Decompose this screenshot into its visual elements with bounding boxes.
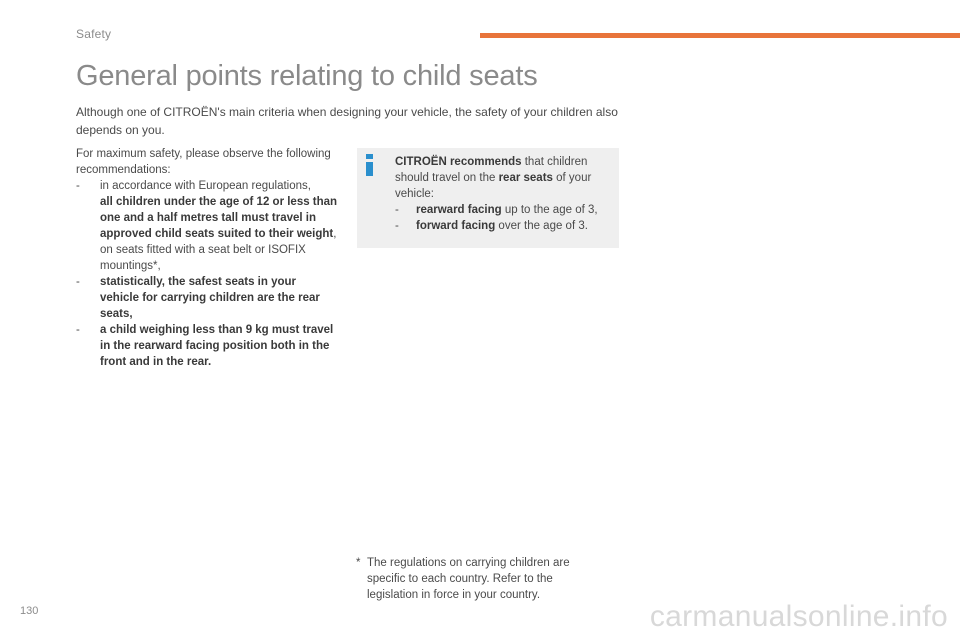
recommendation-item [76, 274, 338, 322]
info-text [395, 154, 617, 234]
list-dash: - [395, 204, 399, 216]
recommendation-bold: statistically, the safest seats in your vehicle for carrying children are the rear seats, [100, 276, 320, 320]
list-dash: - [76, 276, 80, 288]
footnote [356, 555, 606, 603]
info-icon [365, 154, 375, 176]
list-dash: - [76, 324, 80, 336]
page-number: 130 [20, 605, 39, 617]
recommendation-item [76, 178, 338, 274]
recommendation-bold: all children under the age of 12 or less than one and a half metres tall must travel in approved child seats suited to their weight [100, 196, 338, 240]
info-list-item: - rearward facing up to the age of 3, [395, 204, 598, 216]
watermark: carmanualsonline.info [649, 600, 948, 633]
info-paragraph: CITROËN recommends that children should travel on the rear seats of your vehicle: [395, 156, 592, 200]
brand-recommends: CITROËN recommends [395, 156, 522, 168]
info-list-item: - forward facing over the age of 3. [395, 220, 588, 232]
section-label: Safety [76, 27, 112, 41]
recommendation-bold: a child weighing less than 9 kg must travel in the rearward facing position both in the front and in the rear. [100, 324, 334, 368]
forward-facing-label: forward facing [416, 220, 496, 232]
rear-seats-label: rear seats [498, 172, 553, 184]
rearward-facing-label: rearward facing [416, 204, 502, 216]
intro-paragraph: Although one of CITROËN's main criteria when designing your vehicle, the safety of your children also depends on you. [76, 105, 618, 137]
footnote-star: * [356, 557, 361, 569]
list-dash: - [76, 180, 80, 192]
recommendation-item [76, 322, 338, 370]
recommendation-text: in accordance with European regulations, [100, 180, 311, 192]
recommendation-text: , on seats fitted with a seat belt or ISOFIX mountings*, [100, 228, 337, 272]
accent-bar [480, 33, 960, 38]
footnote-text: The regulations on carrying children are specific to each country. Refer to the legislation in force in your country. [367, 557, 570, 601]
list-dash: - [395, 220, 399, 232]
recommendations-lead: For maximum safety, please observe the following recommendations: [76, 148, 331, 176]
page-title: General points relating to child seats [76, 60, 538, 92]
info-box [357, 148, 619, 248]
recommendations-column [76, 146, 338, 370]
